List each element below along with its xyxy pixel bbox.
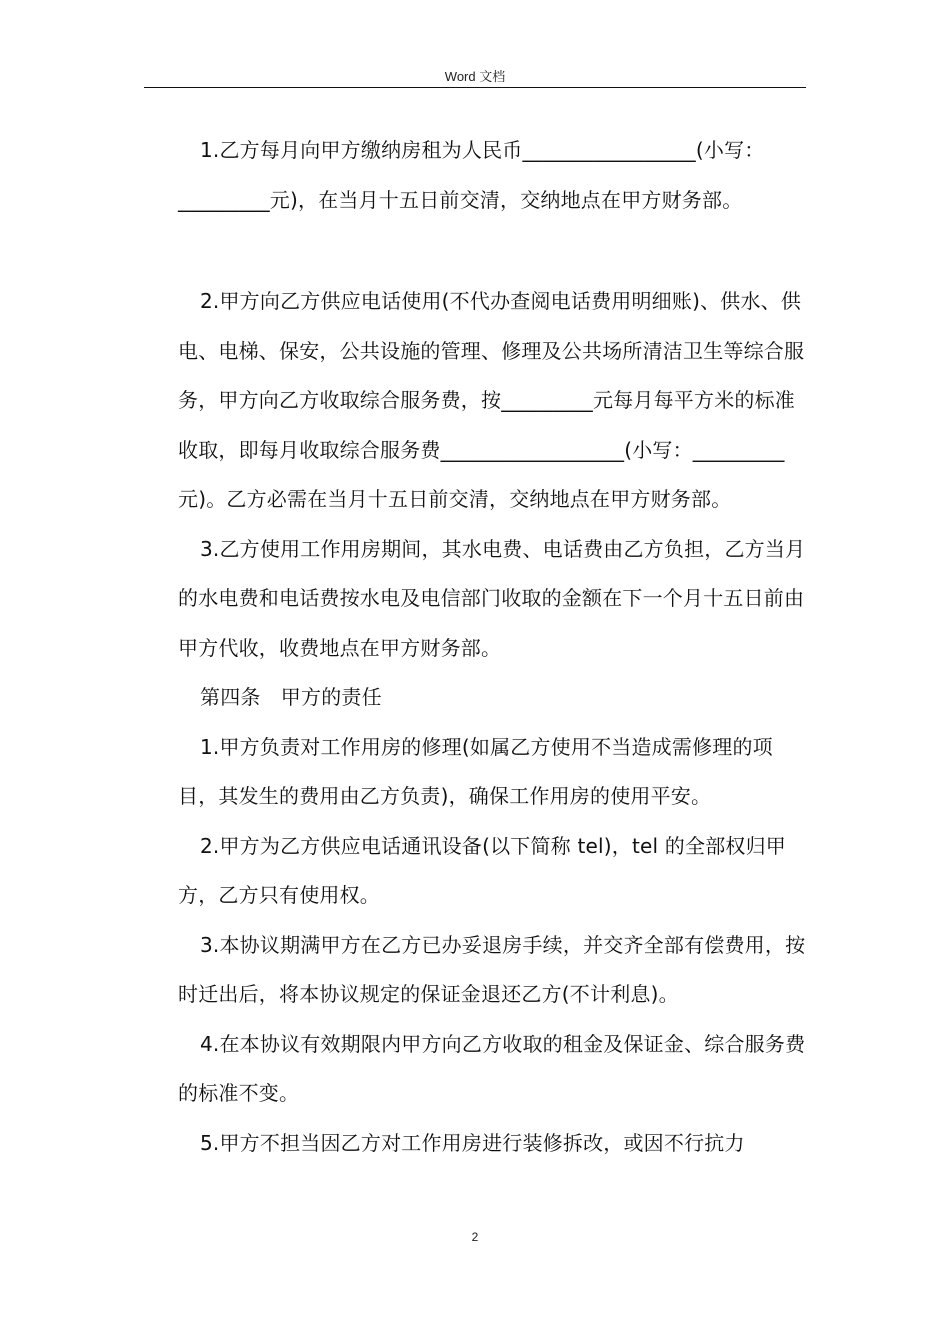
paragraph-deposit-refund: 3.本协议期满甲方在乙方已办妥退房手续，并交齐全部有偿费用，按时迁出后，将本协议规定的保证金退还乙方(不计利息)。 — [178, 932, 806, 1006]
paragraph-utilities: 3.乙方使用工作用房期间，其水电费、电话费由乙方负担，乙方当月的水电费和电话费按水电及电信部门收取的金额在下一个月十五日前由甲方代收，收费地点在甲方财务部。 — [178, 536, 806, 660]
paragraph-telephone: 2.甲方为乙方供应电话通讯设备(以下简称 tel)，tel 的全部权归甲方，乙方只有使用权。 — [178, 833, 787, 907]
paragraph-fee-standard: 4.在本协议有效期限内甲方向乙方收取的租金及保证金、综合服务费的标准不变。 — [178, 1031, 806, 1105]
paragraph-repair-duty: 1.甲方负责对工作用房的修理(如属乙方使用不当造成需修理的项目，其发生的费用由乙方负责)，确保工作用房的使用平安。 — [178, 734, 773, 808]
paragraph-service-fee: 2.甲方向乙方供应电话使用(不代办查阅电话费用明细账)、供水、供电、电梯、保安，公共设施的管理、修理及公共场所清洁卫生等综合服务，甲方向乙方收取综合服务费，按_________元每月每平方米的标准收取，即每月收取综合服务费__________________(小写：_________元)。乙方必需在当月十五日前交清，交纳地点在甲方财务部。 — [178, 289, 805, 511]
section-heading-article-4: 第四条 甲方的责任 — [200, 685, 382, 709]
page-header-title: Word 文档 — [444, 69, 506, 84]
paragraph-liability: 5.甲方不担当因乙方对工作用房进行装修拆改，或因不行抗力 — [200, 1130, 745, 1155]
page-number: 2 — [471, 1230, 479, 1244]
paragraph-rent-payment: 1.乙方每月向甲方缴纳房租为人民币_________________(小写：_________元)，在当月十五日前交清，交纳地点在甲方财务部。 — [178, 138, 765, 212]
header-divider — [144, 87, 806, 88]
document-body — [178, 126, 808, 1168]
